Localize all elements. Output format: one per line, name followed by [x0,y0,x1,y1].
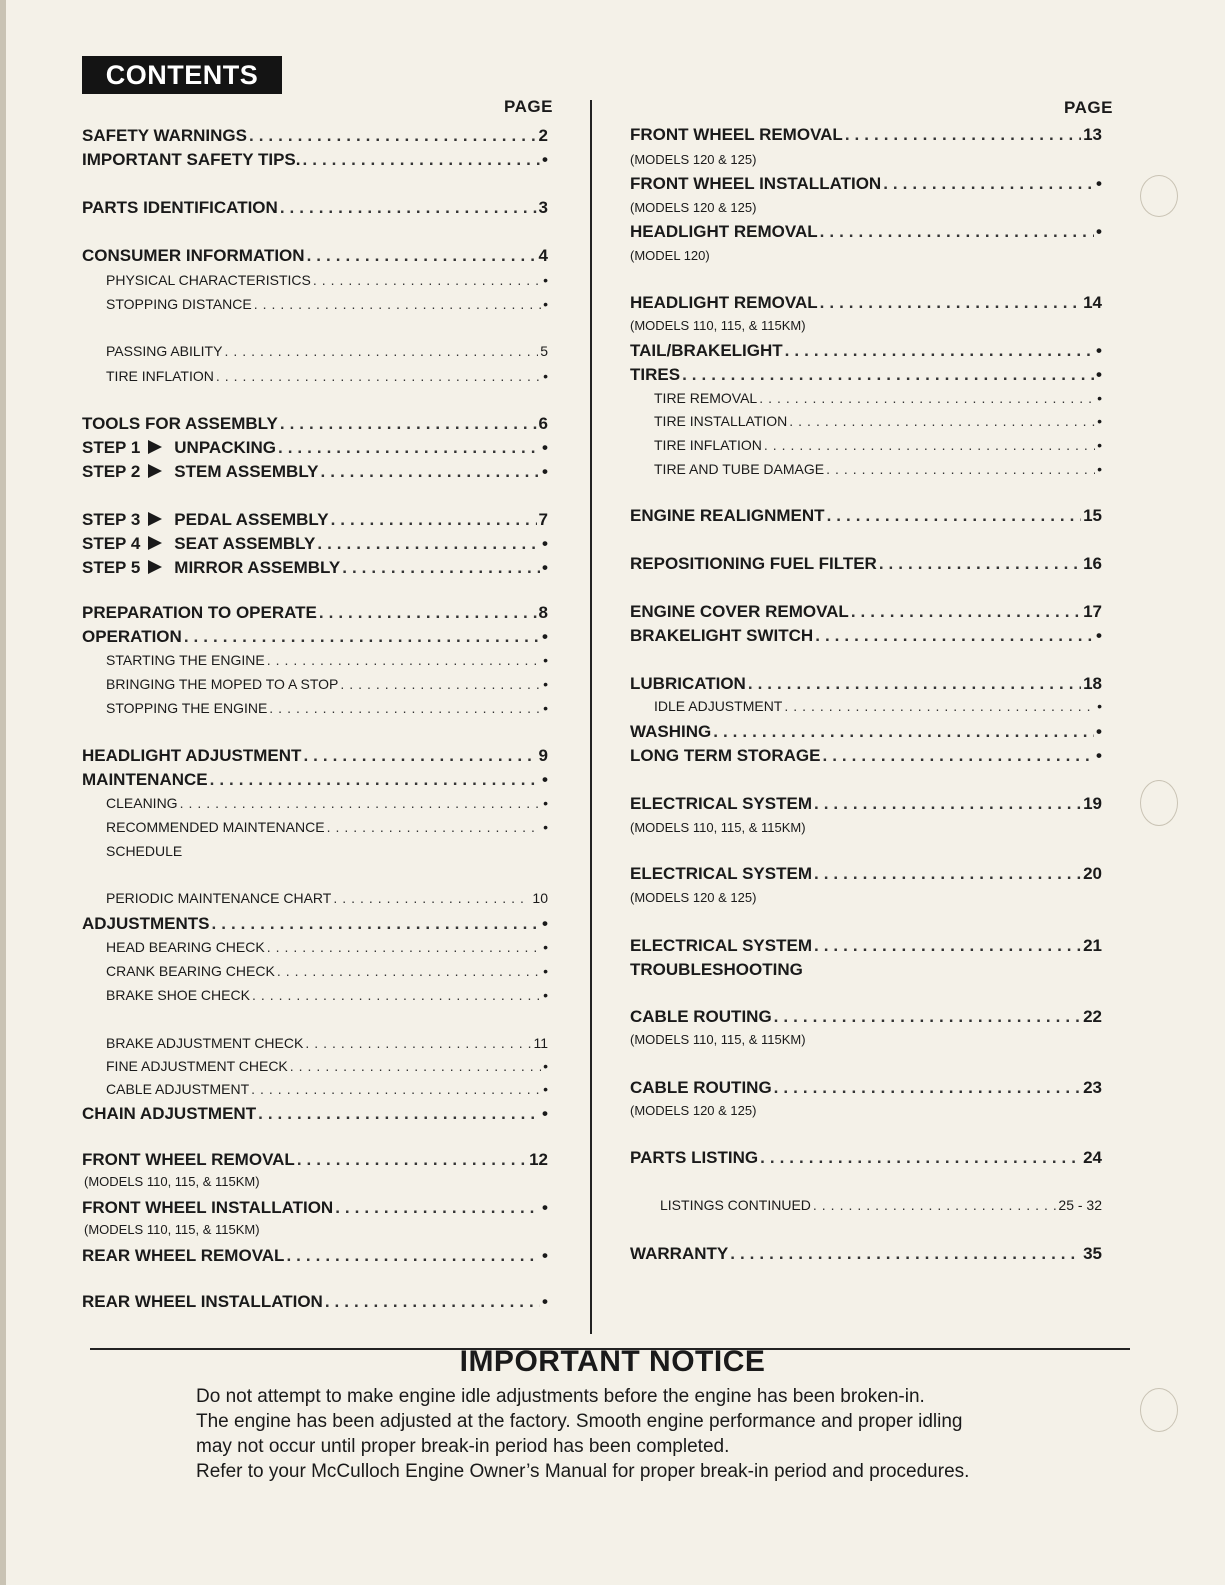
toc-page-number: • [543,987,548,1003]
toc-label: BRAKE SHOE CHECK [106,987,250,1003]
dot-leader [814,864,1081,884]
contents-badge: CONTENTS [82,56,282,94]
toc-page-number: 19 [1083,794,1102,813]
toc-entry-passing-ability [106,343,548,359]
dot-leader [748,674,1081,694]
toc-label: REAR WHEEL REMOVAL [82,1246,285,1265]
toc-page-number: • [542,1292,548,1311]
toc-entry-pedal-assembly [82,510,548,530]
toc-entry-headlight-removal [630,293,1102,313]
toc-page-number: • [543,368,548,384]
toc-label: LONG TERM STORAGE [630,746,821,765]
toc-entry-stem-assembly [82,462,548,482]
toc-entry-troubleshooting [630,960,803,980]
toc-page-number: 18 [1083,674,1102,693]
dot-leader [216,368,541,384]
toc-entry-repositioning-fuel-filter [630,554,1102,574]
toc-entry-warranty [630,1244,1102,1264]
toc-label: WARRANTY [630,1244,729,1263]
toc-entry-electrical-system [630,794,1102,814]
toc-label: HEAD BEARING CHECK [106,939,265,955]
toc-page-number: 2 [538,126,548,145]
toc-label: UNPACKING [174,438,276,457]
toc-entry-lubrication [630,674,1102,694]
dot-leader [210,770,540,790]
toc-label: TIRE INFLATION [106,368,214,384]
toc-step-number: STEP 1 [82,438,141,457]
toc-label: STEM ASSEMBLY [174,462,319,481]
dot-leader [827,506,1082,526]
dot-leader [278,438,540,458]
right-page-header: PAGE [1064,98,1113,117]
toc-page-number: 15 [1083,506,1102,525]
toc-label: ENGINE REALIGNMENT [630,506,825,525]
toc-entry-recommended-maintenance [106,819,548,835]
toc-page-number: 35 [1083,1244,1102,1263]
toc-page-number: • [1096,365,1102,384]
toc-step-number: STEP 3 [82,510,141,529]
toc-page-number: • [542,914,548,933]
toc-page-number: • [542,1104,548,1123]
toc-label: PHYSICAL CHARACTERISTICS [106,272,311,288]
toc-entry-head-bearing-check [106,939,548,955]
toc-label: SCHEDULE [106,843,183,859]
toc-entry-safety-warnings [82,126,548,146]
dot-leader [277,963,541,979]
toc-page-number: • [542,150,548,169]
toc-page-number: • [1097,437,1102,453]
toc-label: CABLE ROUTING [630,1007,772,1026]
toc-entry-starting-the-engine [106,652,548,668]
toc-page-number: • [1096,174,1102,193]
toc-entry-operation [82,627,548,647]
toc-label: RECOMMENDED MAINTENANCE [106,819,325,835]
triangle-right-icon [148,536,162,550]
toc-label: PASSING ABILITY [106,343,223,359]
toc-entry-periodic-maintenance-chart [106,890,548,906]
toc-entry-consumer-information [82,246,548,266]
toc-entry-tire-removal [654,390,1102,406]
toc-entry-tires [630,365,1102,385]
punch-hole [1140,1388,1178,1432]
dot-leader [254,296,541,312]
dot-leader [340,676,541,692]
toc-label: PARTS LISTING [630,1148,759,1167]
toc-page-number: • [543,939,548,955]
triangle-right-icon [148,440,162,454]
toc-label: STOPPING THE ENGINE [106,700,268,716]
toc-page-number: • [542,627,548,646]
dot-leader [785,341,1094,361]
toc-model-note [84,1174,260,1189]
toc-model-note [630,820,806,835]
toc-entry-rear-wheel-installation [82,1292,548,1312]
toc-entry-headlight-removal [630,222,1102,242]
toc-page-number: • [1097,413,1102,429]
triangle-right-icon [148,512,162,526]
punch-hole [1140,780,1178,826]
toc-page-number: • [543,652,548,668]
toc-page-number: 23 [1083,1078,1102,1097]
toc-label: LISTINGS CONTINUED [660,1197,811,1213]
toc-entry-electrical-system [630,864,1102,884]
dot-leader [335,1198,540,1218]
toc-label: BRAKELIGHT SWITCH [630,626,814,645]
toc-page-number: • [542,462,548,481]
toc-label: BRINGING THE MOPED TO A STOP [106,676,339,692]
dot-leader [820,293,1081,313]
toc-label: SAFETY WARNINGS [82,126,247,145]
dot-leader [730,1244,1081,1264]
toc-page-number: 25 - 32 [1058,1197,1102,1213]
dot-leader [305,1035,531,1051]
toc-page-number: 14 [1083,293,1102,312]
toc-model-note [630,200,756,215]
toc-page-number: • [1097,698,1102,714]
dot-leader [333,890,530,906]
toc-entry-cleaning [106,795,548,811]
dot-leader [269,700,541,716]
notice-paragraph: Refer to your McCulloch Engine Owner’s Manual for proper break-in period and procedures. [196,1461,970,1482]
toc-label: FRONT WHEEL INSTALLATION [82,1198,334,1217]
toc-entry-cable-routing [630,1007,1102,1027]
dot-leader [224,343,538,359]
toc-page-number: • [1096,722,1102,741]
toc-label: (MODELS 110, 115, & 115KM) [630,820,806,835]
toc-entry-cable-adjustment [106,1081,548,1097]
dot-leader [883,174,1094,194]
dot-leader [307,246,537,266]
dot-leader [321,462,541,482]
toc-entry-engine-cover-removal [630,602,1102,622]
dot-leader [826,461,1095,477]
dot-leader [815,626,1094,646]
toc-model-note [84,1222,260,1237]
toc-entry-adjustments [82,914,548,934]
notice-title: IMPORTANT NOTICE [459,1345,766,1378]
toc-label: (MODELS 110, 115, & 115KM) [630,1032,806,1047]
toc-entry-headlight-adjustment [82,746,548,766]
toc-entry-electrical-system [630,936,1102,956]
toc-label: TIRES [630,365,681,384]
toc-label: CRANK BEARING CHECK [106,963,275,979]
dot-leader [267,652,541,668]
toc-label: SEAT ASSEMBLY [174,534,316,553]
toc-page-number: • [1097,461,1102,477]
toc-label: ELECTRICAL SYSTEM [630,864,812,883]
toc-page-number: • [543,272,548,288]
toc-page-number: • [543,795,548,811]
toc-label: FINE ADJUSTMENT CHECK [106,1058,288,1074]
dot-leader [845,125,1081,145]
toc-label: (MODEL 120) [630,248,710,263]
toc-label: PERIODIC MAINTENANCE CHART [106,890,332,906]
toc-entry-brakelight-switch [630,626,1102,646]
toc-label: TIRE INFLATION [654,437,762,453]
toc-page-number: 10 [532,890,548,906]
toc-page-number: • [542,534,548,553]
toc-label: (MODELS 120 & 125) [630,890,757,905]
toc-page-number: 4 [538,246,548,265]
toc-label: HEADLIGHT REMOVAL [630,222,818,241]
toc-label: FRONT WHEEL INSTALLATION [630,174,882,193]
toc-page-number: 20 [1083,864,1102,883]
toc-model-note [630,890,756,905]
toc-page-number: 17 [1083,602,1102,621]
toc-label: IDLE ADJUSTMENT [654,698,783,714]
toc-label: MIRROR ASSEMBLY [174,558,341,577]
dot-leader [813,1197,1057,1213]
dot-leader [212,914,541,934]
toc-label: CABLE ROUTING [630,1078,772,1097]
toc-step-number: STEP 2 [82,462,141,481]
toc-entry-bringing-the-moped-to-a-stop [106,676,548,692]
dot-leader [280,198,537,218]
toc-entry-engine-realignment [630,506,1102,526]
toc-page-number: 16 [1083,554,1102,573]
toc-page-number: 12 [529,1150,548,1169]
toc-label: STARTING THE ENGINE [106,652,265,668]
dot-leader [313,272,541,288]
dot-leader [342,558,540,578]
toc-entry-long-term-storage [630,746,1102,766]
dot-leader [303,150,541,170]
dot-leader [327,819,542,835]
toc-label: IMPORTANT SAFETY TIPS. [82,150,301,169]
dot-leader [789,413,1095,429]
dot-leader [814,794,1081,814]
toc-entry-crank-bearing-check [106,963,548,979]
toc-step-number: STEP 4 [82,534,141,553]
toc-entry-preparation-to-operate [82,603,548,623]
toc-model-note [630,1032,806,1047]
toc-label: OPERATION [82,627,182,646]
dot-leader [759,390,1095,406]
toc-entry-listings-continued [660,1197,1102,1213]
toc-page-number: • [1096,341,1102,360]
toc-model-note [630,152,756,167]
toc-label: PARTS IDENTIFICATION [82,198,278,217]
toc-label: HEADLIGHT REMOVAL [630,293,818,312]
dot-leader [251,1081,541,1097]
toc-entry-mirror-assembly [82,558,548,578]
toc-label: STOPPING DISTANCE [106,296,252,312]
dot-leader [258,1104,540,1124]
toc-entry-washing [630,722,1102,742]
toc-page-number: 22 [1083,1007,1102,1026]
toc-entry-maintenance [82,770,548,790]
toc-label: CHAIN ADJUSTMENT [82,1104,257,1123]
toc-page-number: • [543,1081,548,1097]
toc-entry-front-wheel-installation [630,174,1102,194]
dot-leader [303,746,536,766]
toc-label: CABLE ADJUSTMENT [106,1081,250,1097]
toc-label: CLEANING [106,795,178,811]
dot-leader [820,222,1094,242]
punch-hole [1140,175,1178,217]
toc-page-number: 7 [538,510,548,529]
toc-entry-tire-and-tube-damage [654,461,1102,477]
toc-label: TIRE INSTALLATION [654,413,788,429]
toc-entry-important-safety-tips [82,150,548,170]
toc-label: REAR WHEEL INSTALLATION [82,1292,323,1311]
dot-leader [252,987,541,1003]
toc-page-number: • [543,700,548,716]
toc-model-note [630,1103,756,1118]
toc-model-note [630,318,806,333]
toc-page-number: • [542,558,548,577]
toc-label: PREPARATION TO OPERATE [82,603,317,622]
toc-model-note [630,248,710,263]
toc-page-number: • [542,770,548,789]
toc-entry-rear-wheel-removal [82,1246,548,1266]
toc-label: (MODELS 120 & 125) [630,152,757,167]
toc-label: TIRE REMOVAL [654,390,758,406]
toc-entry-parts-listing [630,1148,1102,1168]
toc-label: BRAKE ADJUSTMENT CHECK [106,1035,304,1051]
toc-page-number: 13 [1083,125,1102,144]
toc-page-number: • [542,1246,548,1265]
toc-entry-tire-inflation [106,368,548,384]
toc-entry-chain-adjustment [82,1104,548,1124]
toc-entry-seat-assembly [82,534,548,554]
toc-entry-brake-adjustment-check [106,1035,548,1051]
dot-leader [784,698,1095,714]
notice-paragraph: The engine has been adjusted at the factory. Smooth engine performance and proper idling may not occur until proper break-in period has been completed. [196,1411,963,1457]
toc-entry-schedule [106,843,182,859]
toc-page-number: 5 [540,343,548,359]
toc-page-number: • [1096,222,1102,241]
toc-entry-physical-characteristics [106,272,548,288]
column-divider [590,100,592,1334]
toc-label: ELECTRICAL SYSTEM [630,794,812,813]
toc-page-number: • [542,1198,548,1217]
toc-entry-tire-installation [654,413,1102,429]
dot-leader [286,1246,540,1266]
triangle-right-icon [148,464,162,478]
dot-leader [290,1058,541,1074]
toc-label: PEDAL ASSEMBLY [174,510,329,529]
toc-label: REPOSITIONING FUEL FILTER [630,554,877,573]
toc-label: (MODELS 120 & 125) [630,1103,757,1118]
toc-entry-front-wheel-removal [82,1150,548,1170]
toc-label: TOOLS FOR ASSEMBLY [82,414,278,433]
dot-leader [774,1078,1081,1098]
notice-body [196,1384,996,1484]
dot-leader [851,602,1081,622]
toc-entry-idle-adjustment [654,698,1102,714]
dot-leader [319,603,537,623]
toc-step-number: STEP 5 [82,558,141,577]
toc-label: (MODELS 110, 115, & 115KM) [630,318,806,333]
toc-page-number: 9 [538,746,548,765]
toc-entry-stopping-distance [106,296,548,312]
toc-label: LUBRICATION [630,674,746,693]
toc-entry-fine-adjustment-check [106,1058,548,1074]
toc-page-number: • [542,438,548,457]
toc-label: TAIL/BRAKELIGHT [630,341,783,360]
toc-entry-stopping-the-engine [106,700,548,716]
toc-entry-tools-for-assembly [82,414,548,434]
toc-page-number: 3 [538,198,548,217]
dot-leader [184,627,540,647]
toc-label: (MODELS 110, 115, & 115KM) [84,1174,260,1189]
dot-leader [297,1150,527,1170]
toc-label: FRONT WHEEL REMOVAL [82,1150,295,1169]
dot-leader [764,437,1095,453]
toc-page-number: • [543,963,548,979]
toc-label: (MODELS 110, 115, & 115KM) [84,1222,260,1237]
toc-page-number: • [543,1058,548,1074]
toc-entry-unpacking [82,438,548,458]
dot-leader [325,1292,540,1312]
toc-page-number: • [1097,390,1102,406]
dot-leader [814,936,1081,956]
dot-leader [267,939,541,955]
toc-page-number: • [1096,626,1102,645]
dot-leader [317,534,540,554]
dot-leader [180,795,542,811]
toc-label: TROUBLESHOOTING [630,960,803,979]
dot-leader [774,1007,1081,1027]
left-page-header: PAGE [504,97,553,116]
dot-leader [249,126,537,146]
toc-page-number: • [543,676,548,692]
toc-entry-brake-shoe-check [106,987,548,1003]
toc-page-number: 11 [533,1035,548,1051]
toc-label: MAINTENANCE [82,770,208,789]
toc-label: CONSUMER INFORMATION [82,246,305,265]
toc-page-number: 8 [538,603,548,622]
toc-entry-cable-routing [630,1078,1102,1098]
notice-paragraph: Do not attempt to make engine idle adjustments before the engine has been broken-in. [196,1386,925,1407]
toc-label: ELECTRICAL SYSTEM [630,936,812,955]
dot-leader [713,722,1094,742]
toc-label: ADJUSTMENTS [82,914,210,933]
toc-entry-front-wheel-installation [82,1198,548,1218]
dot-leader [879,554,1081,574]
toc-entry-front-wheel-removal [630,125,1102,145]
toc-page-number: 24 [1083,1148,1102,1167]
triangle-right-icon [148,560,162,574]
dot-leader [760,1148,1081,1168]
toc-page-number: • [543,819,548,835]
toc-label: ENGINE COVER REMOVAL [630,602,849,621]
toc-label: FRONT WHEEL REMOVAL [630,125,843,144]
dot-leader [331,510,537,530]
dot-leader [682,365,1094,385]
toc-page-number: • [543,296,548,312]
toc-label: (MODELS 120 & 125) [630,200,757,215]
toc-label: WASHING [630,722,712,741]
toc-entry-tire-inflation [654,437,1102,453]
toc-entry-tail-brakelight [630,341,1102,361]
dot-leader [280,414,537,434]
toc-page-number: • [1096,746,1102,765]
toc-label: HEADLIGHT ADJUSTMENT [82,746,302,765]
dot-leader [822,746,1094,766]
toc-page-number: 21 [1083,936,1102,955]
toc-label: TIRE AND TUBE DAMAGE [654,461,825,477]
toc-entry-parts-identification [82,198,548,218]
toc-page-number: 6 [538,414,548,433]
